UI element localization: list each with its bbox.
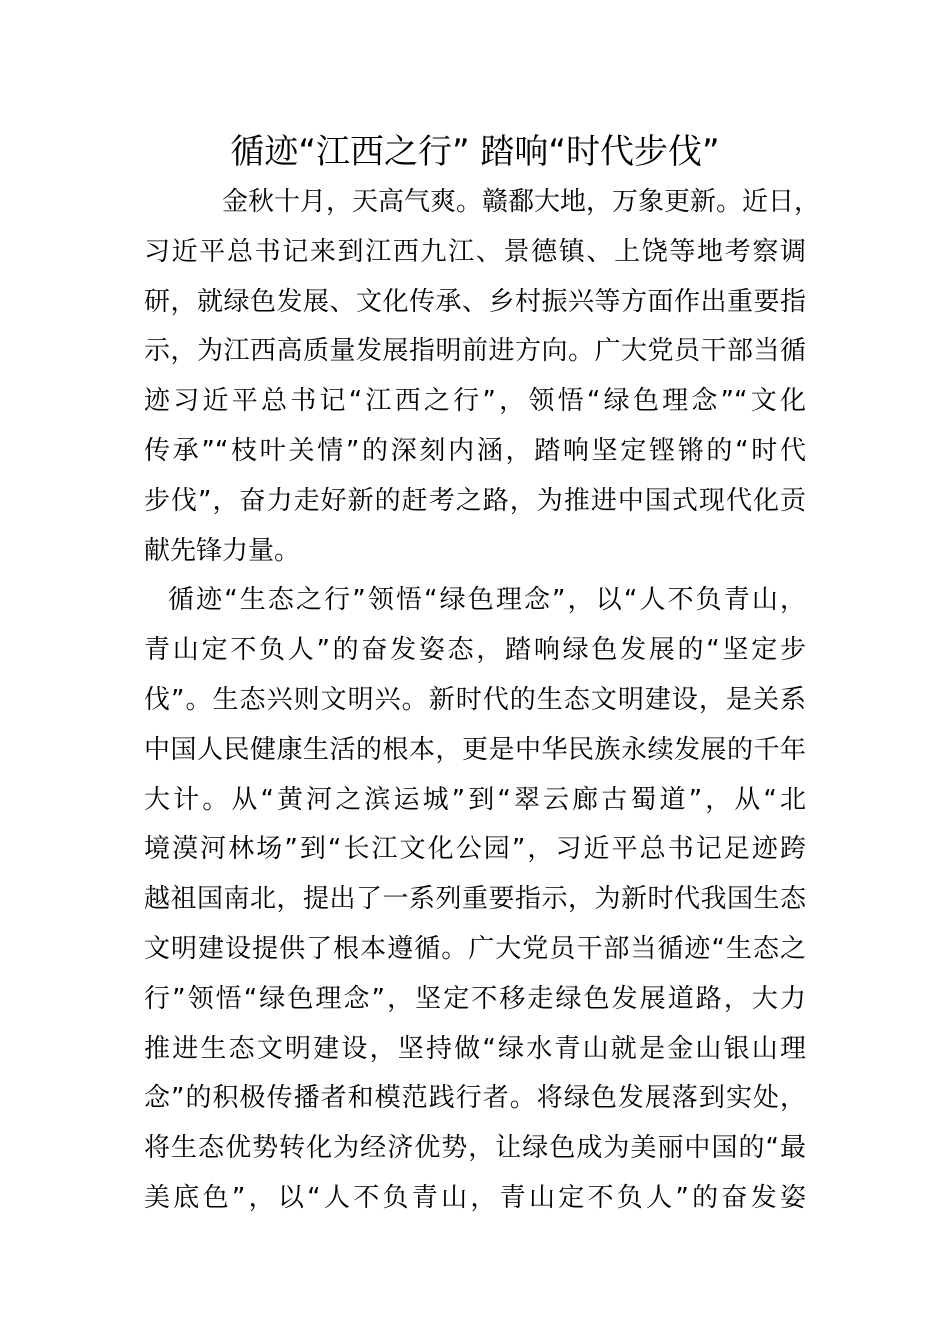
body-line: 习近平总书记来到江西九江、景德镇、上饶等地考察调	[144, 236, 806, 267]
body-line: 献先锋力量。	[144, 535, 301, 566]
body-line: 将生态优势转化为经济优势，让绿色成为美丽中国的“最	[144, 1133, 806, 1164]
body-line: 境漠河林场”到“长江文化公园”，习近平总书记足迹跨	[144, 834, 806, 865]
body-line: 循迹“生态之行”领悟“绿色理念”，以“人不负青山，	[168, 585, 806, 616]
document-body	[144, 178, 821, 1224]
body-line: 大计。从“黄河之滨运城”到“翠云廊古蜀道”，从“北	[144, 784, 806, 815]
body-line: 推进生态文明建设，坚持做“绿水青山就是金山银山理	[144, 1033, 806, 1064]
body-line: 迹习近平总书记“江西之行”，领悟“绿色理念”“文化	[144, 386, 806, 417]
body-line: 传承”“枝叶关情”的深刻内涵，踏响坚定铿锵的“时代	[144, 435, 806, 466]
document-title: 循迹“江西之行” 踏响“时代步伐”	[230, 132, 720, 172]
body-line: 金秋十月，天高气爽。赣鄱大地，万象更新。近日，	[222, 187, 821, 217]
body-line: 中国人民健康生活的根本，更是中华民族永续发展的千年	[144, 734, 806, 765]
body-line: 研，就绿色发展、文化传承、乡村振兴等方面作出重要指	[144, 286, 806, 317]
body-line: 伐”。生态兴则文明兴。新时代的生态文明建设，是关系	[144, 684, 806, 715]
body-line: 越祖国南北，提出了一系列重要指示，为新时代我国生态	[144, 884, 806, 915]
body-line: 步伐”，奋力走好新的赶考之路，为推进中国式现代化贡	[144, 485, 806, 516]
body-line: 青山定不负人”的奋发姿态，踏响绿色发展的“坚定步	[144, 635, 806, 666]
body-line: 念”的积极传播者和模范践行者。将绿色发展落到实处，	[144, 1083, 806, 1114]
body-line: 示，为江西高质量发展指明前进方向。广大党员干部当循	[144, 336, 806, 367]
body-line: 行”领悟“绿色理念”，坚定不移走绿色发展道路，大力	[144, 983, 806, 1014]
body-line: 美底色”，以“人不负青山，青山定不负人”的奋发姿	[144, 1182, 806, 1213]
body-line: 文明建设提供了根本遵循。广大党员干部当循迹“生态之	[144, 933, 806, 964]
